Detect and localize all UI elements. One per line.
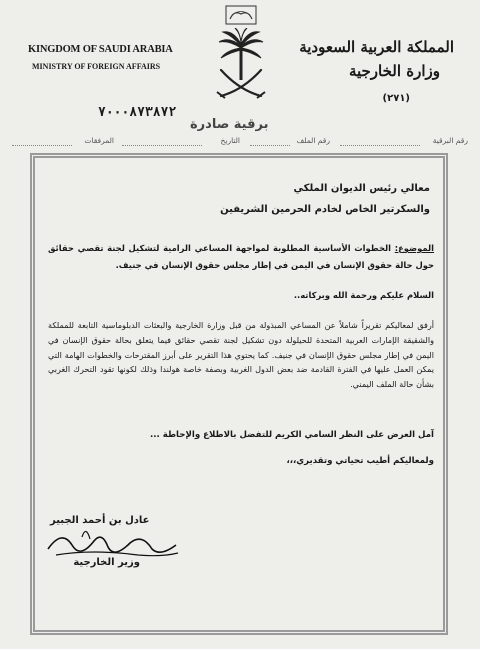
addressee-line-2: والسكرتير الخاص لخادم الحرمين الشريفين [220, 204, 430, 215]
telegram-number-label: رقم البرقية [432, 136, 468, 145]
closing-line-1: آمل العرض على النظر السامي الكريم للتفضل بالاطلاع والإحاطة ... [149, 430, 434, 440]
serial-number: ٧٠٠٠٨٧٣٨٧٢ [98, 105, 177, 120]
subject-block [48, 240, 434, 274]
ornament-emblem-icon [224, 4, 258, 26]
letterhead-arabic-title: المملكة العربية السعودية [299, 38, 454, 56]
letterhead-english-title: KINGDOM OF SAUDI ARABIA [28, 44, 173, 55]
signatory-name: عادل بن أحمد الجبير [50, 515, 150, 526]
file-number-line [250, 145, 290, 146]
meta-fields-row [8, 136, 472, 150]
attachments-line [12, 145, 72, 146]
subject-text: الخطوات الأساسية المطلوبة لمواجهة المساعي الرامية لتشكيل لجنة تقصي حقائق حول حالة حقوق الإنسان في اليمن في إطار مجلس حقوق الإنسان في جنيف. [48, 243, 434, 270]
letterhead [0, 0, 480, 150]
greeting: السلام عليكم ورحمة الله وبركاته.. [293, 290, 434, 300]
palm-swords-emblem-icon [213, 28, 269, 100]
body-paragraph: أرفق لمعاليكم تقريراً شاملاً عن المساعي المبذولة من قبل وزارة الخارجية والبعثات الدبلوماسية التابعة للمملكة والشقيقة الإمارات العربية المتحدة للحيلولة دون تشكيل لجنة تقصي حقائق فيما يتعلق بحالة حقوق الإنسان في اليمن في إطار مجلس حقوق الإنسان في جنيف. كما يحتوي هذا التقرير على أبرز المقترحات والخطوات الهامة التي يمكن العمل عليها في الفترة القادمة ضد بعض الدول الغربية وبصفة خاصة هولندا وذلك لكونها تقود التحرك الغربي بشأن حالة الملف اليمني. [48, 320, 434, 390]
date-label: التاريخ [220, 136, 240, 145]
signatory-title: وزير الخارجية [73, 557, 140, 568]
closing-line-2: ولمعاليكم أطيب تحياتي وتقديري،،، [286, 456, 434, 466]
date-line [122, 145, 202, 146]
reference-code: (٢٧١) [382, 93, 410, 104]
file-number-label: رقم الملف [296, 136, 330, 145]
attachments-label: المرفقات [84, 136, 114, 145]
letterhead-english-subtitle: MINISTRY OF FOREIGN AFFAIRS [32, 62, 161, 71]
subject-label: الموضوع: [394, 243, 435, 253]
telegram-number-line [340, 145, 420, 146]
letterhead-arabic-subtitle: وزارة الخارجية [348, 62, 440, 80]
document-type-label: برقية صادرة [190, 117, 269, 132]
addressee-line-1: معالي رئيس الديوان الملكي [293, 183, 430, 194]
